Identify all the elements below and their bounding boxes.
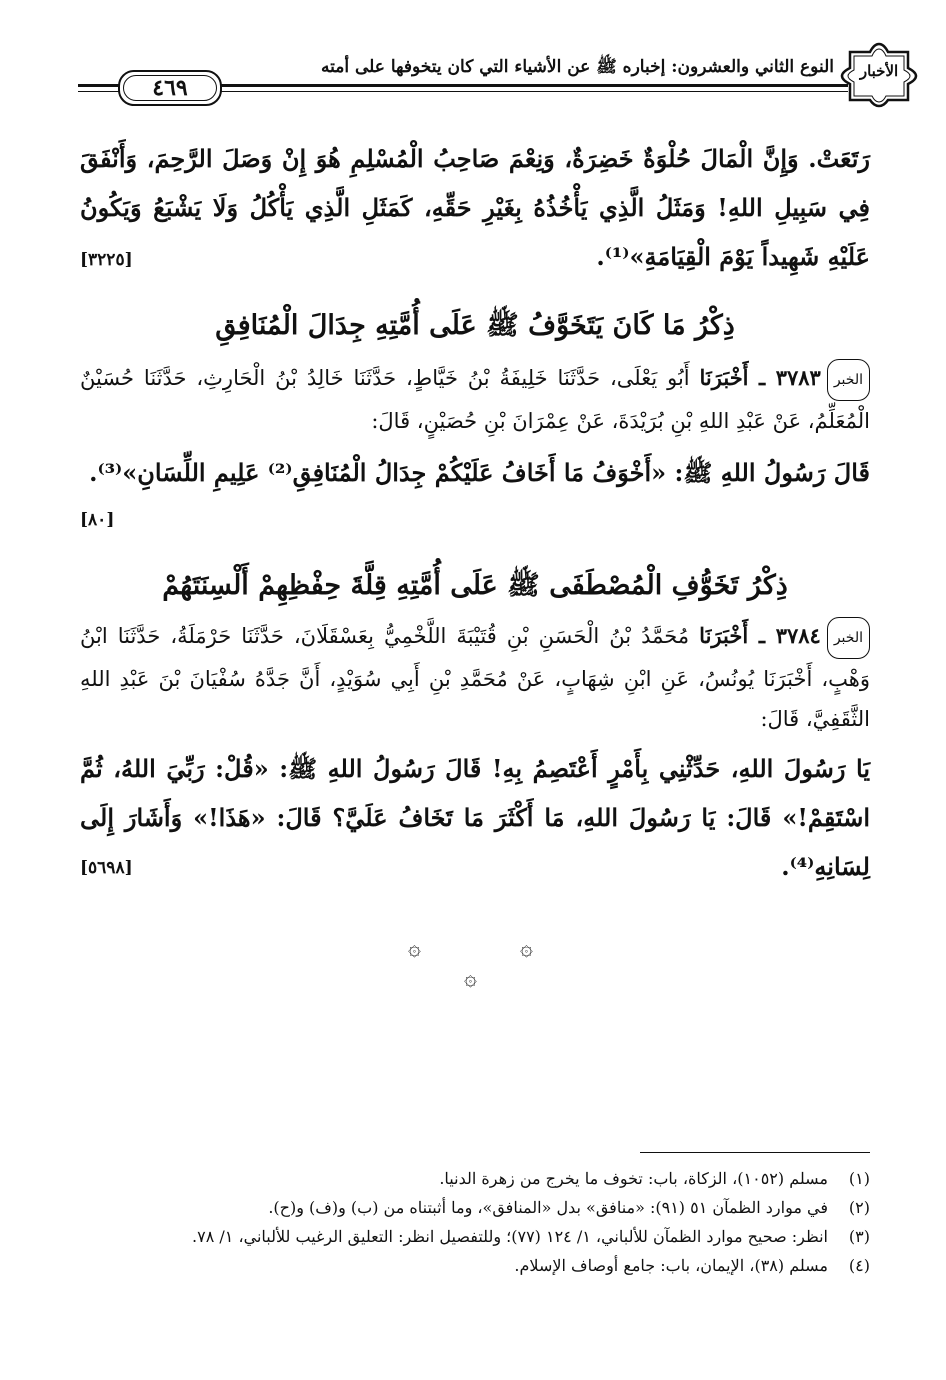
hadith-reference: [٥٦٩٨] <box>80 858 133 878</box>
footnotes <box>80 1164 870 1280</box>
book-badge-label: الأخبار <box>859 62 899 80</box>
page-header <box>78 42 918 112</box>
section-end-ornaments <box>0 936 946 996</box>
footnote-text: انظر: صحيح موارد الظمآن للألباني، ١/ ١٢٤ (٧٧)؛ وللتفصيل انظر: التعليق الرغيب للألباني، ١/ ٧٨. <box>192 1227 828 1246</box>
ornament-icon: ۞ <box>520 936 533 961</box>
section-heading: ذِكْرُ مَا كَانَ يَتَخَوَّفُ ﷺ عَلَى أُمَّتِهِ جِدَالَ الْمُنَافِقِ <box>215 310 735 341</box>
footnote-separator <box>640 1152 870 1153</box>
footnote-number: (١) <box>848 1169 870 1188</box>
hadith-matn: يَا رَسُولَ اللهِ، حَدِّثْنِي بِأَمْرٍ أَعْتَصِمُ بِهِ! قَالَ رَسُولُ اللهِ ﷺ: «قُلْ: رَبِّيَ اللهُ، ثُمَّ اسْتَقِمْ!» قَالَ: يَا رَسُولَ اللهِ، مَا أَكْثَرَ مَا تَخَافُ عَلَيَّ؟ قَالَ: «هَذَا!» وَأَشَارَ إِلَى لِسَانِهِ⁽⁴⁾. <box>80 754 870 881</box>
footnote-number: (٣) <box>848 1227 870 1246</box>
isnad-text: مُحَمَّدُ بْنُ الْحَسَنِ بْنِ قُتَيْبَةَ اللَّخْمِيُّ بِعَسْقَلَانَ، حَدَّثَنَا حَرْمَلَةُ، حَدَّثَنَا ابْنُ وَهْبٍ، أَخْبَرَنَا يُونُسُ، عَنِ ابْنِ شِهَابٍ، عَنْ مُحَمَّدِ بْنِ أَبِي سُوَيْدٍ، أَنَّ جَدَّهُ سُفْيَانَ بْنَ عَبْدِ اللهِ الثَّقَفِيَّ، قَالَ: <box>80 624 870 731</box>
footnote-text: مسلم (٣٨)، الإيمان، باب: جامع أوصاف الإسلام. <box>514 1256 828 1275</box>
footnote-number: (٤) <box>848 1256 870 1275</box>
page-number-text: ٤٦٩ <box>152 75 188 101</box>
footnote <box>80 1251 870 1280</box>
isnad-text: أَبُو يَعْلَى، حَدَّثَنَا خَلِيفَةُ بْنُ خَيَّاطٍ، حَدَّثَنَا خَالِدُ بْنُ الْحَارِثِ، حَدَّثَنَا حُسَيْنٌ الْمُعَلِّمُ، عَنْ عَبْدِ اللهِ بْنِ بُرَيْدَةَ، عَنْ عِمْرَانَ بْنِ حُصَيْنٍ، قَالَ: <box>80 366 870 433</box>
hadith-matn: قَالَ رَسُولُ اللهِ ﷺ: «أَخْوَفُ مَا أَخَافُ عَلَيْكُمْ جِدَالُ الْمُنَافِقِ⁽²⁾ عَلِيمِ اللِّسَانِ»⁽³⁾. <box>89 458 870 487</box>
paragraph-continuation: رَتَعَتْ. وَإِنَّ الْمَالَ حُلْوَةٌ خَضِرَةٌ، وَنِعْمَ صَاحِبُ الْمُسْلِمِ هُوَ إِنْ وَصَلَ الرَّحِمَ، وَأَنْفَقَ فِي سَبِيلِ اللهِ! وَمَثَلُ الَّذِي يَأْخُذُهُ بِغَيْرِ حَقِّهِ، كَمَثَلِ الَّذِي يَأْكُلُ وَلَا يَشْبَعُ وَيَكُونُ عَلَيْهِ شَهِيداً يَوْمَ الْقِيَامَةِ»⁽¹⁾. <box>80 144 870 271</box>
footnote-text: مسلم (١٠٥٢)، الزكاة، باب: تخوف ما يخرج من زهرة الدنيا. <box>439 1169 828 1188</box>
hadith-reference: [٣٢٢٥] <box>80 250 133 270</box>
footnote <box>80 1193 870 1222</box>
footnote <box>80 1222 870 1251</box>
page-number <box>118 70 222 106</box>
running-title: النوع الثاني والعشرون: إخباره ﷺ عن الأشياء التي كان يتخوفها على أمته <box>321 57 834 77</box>
hadith-number: ٣٧٨٣ ـ أَخْبَرَنَا <box>699 365 821 390</box>
ornament-icon: ۞ <box>464 966 477 991</box>
book-badge <box>840 42 918 108</box>
khabar-marker-icon: الخبر <box>827 359 870 401</box>
hadith-isnad <box>80 358 870 441</box>
footnote-number: (٢) <box>848 1198 870 1217</box>
footnote <box>80 1164 870 1193</box>
section-heading: ذِكْرُ تَخَوُّفِ الْمُصْطَفَى ﷺ عَلَى أُمَّتِهِ قِلَّةَ حِفْظِهِمْ أَلْسِنَتَهُمْ <box>162 570 788 601</box>
khabar-marker-icon: الخبر <box>827 617 870 659</box>
hadith-reference: [٨٠] <box>80 510 115 530</box>
hadith-isnad <box>80 616 870 739</box>
ornament-icon: ۞ <box>408 936 421 961</box>
footnote-text: في موارد الظمآن ٥١ (٩١): «منافق» بدل «المنافق»، وما أثبتناه من (ب) و(ف) و(ح). <box>268 1198 828 1217</box>
hadith-number: ٣٧٨٤ ـ أَخْبَرَنَا <box>699 623 821 648</box>
